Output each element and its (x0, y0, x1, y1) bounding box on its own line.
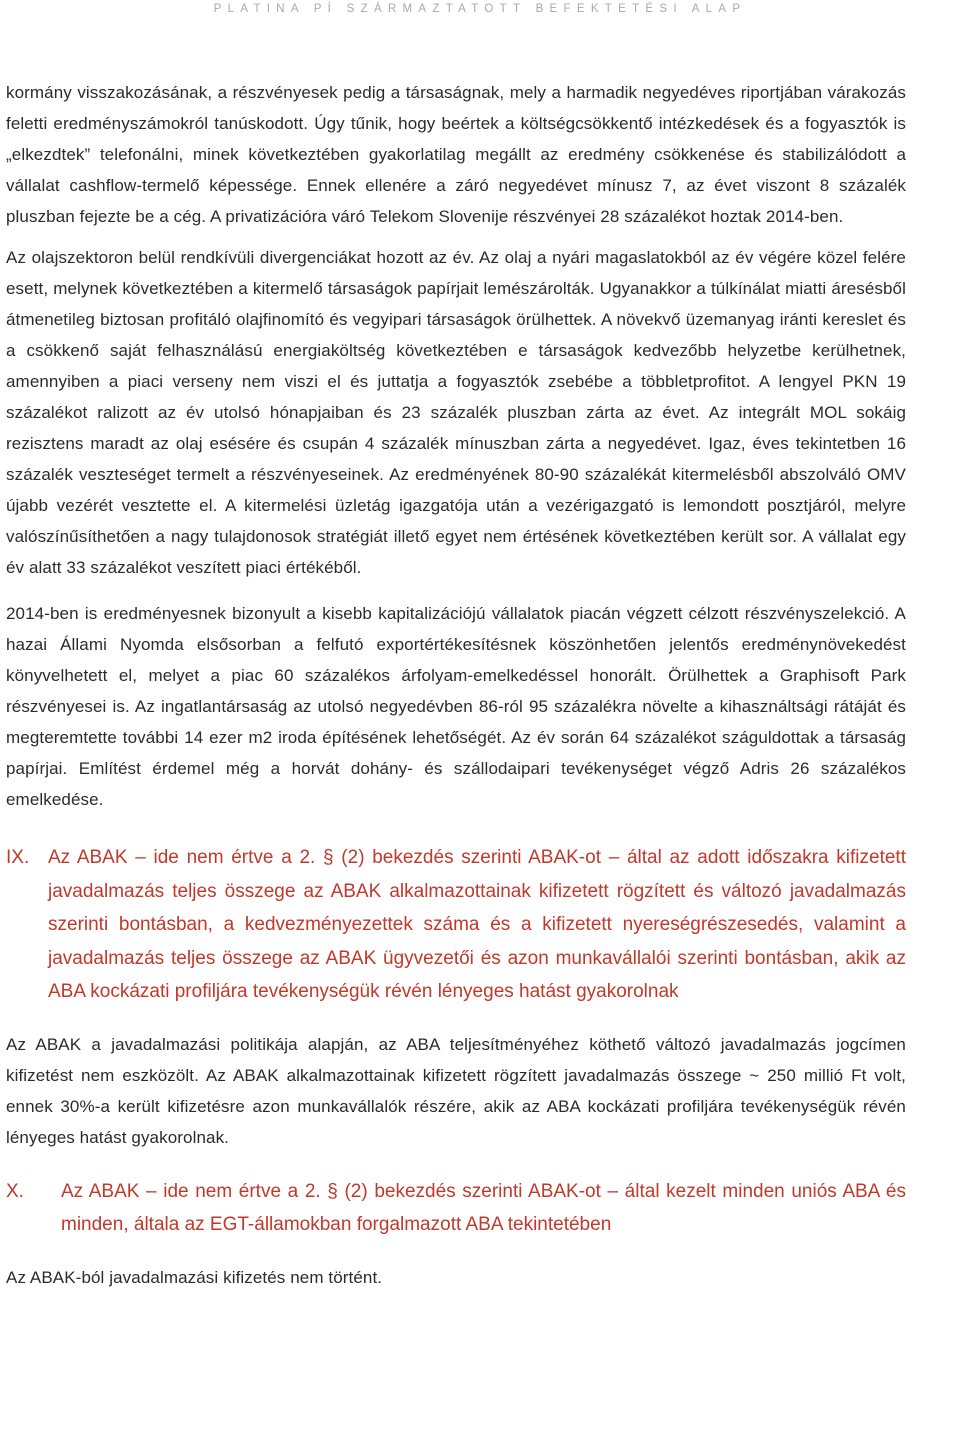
section-x-number: X. (6, 1180, 24, 1202)
section-ix-heading (6, 841, 906, 1009)
section-x (6, 1175, 906, 1293)
section-x-body: Az ABAK-ból javadalmazási kifizetés nem történt. (6, 1267, 383, 1287)
running-header: PLATINA PÍ SZÁRMAZTATOTT BEFEKTETÉSI ALAP (213, 3, 747, 15)
section-x-title: Az ABAK – ide nem értve a 2. § (2) bekezdés szerinti ABAK-ot – által kezelt minden uniós ABA és minden, általa az EGT-államokban forgalmazott ABA tekintetében (61, 1180, 906, 1235)
paragraph-small-caps: 2014-ben is eredményesnek bizonyult a kisebb kapitalizációjú vállalatok piacán végzett célzott részvényszelekció. A hazai Állami Nyomda elsősorban a felfutó exportértékesítésnek köszönhetően jelentős eredménynövekedést könyvelhetett el, melyet a piac 60 százalékos árfolyam-emelkedéssel honorált. Örülhettek a Graphisoft Park részvényesei is. Az ingatlantársaság az utolsó negyedévben 86-ról 95 százalékra növelte a kihasználtsági rátáját és megteremtette további 14 ezer m2 iroda építésének lehetőségét. Az év során 64 százalékot száguldottak a társaság papírjai. Említést érdemel még a horvát dohány- és szállodaipari tevékenységet végző Adris 26 százalékos emelkedése. (6, 604, 906, 809)
paragraph-telecom: kormány visszakozásának, a részvényesek pedig a társaságnak, mely a harmadik negyedéves riportjában várakozás feletti eredményszámokról tanúskodott. Úgy tűnik, hogy beértek a költségcsökkentő intézkedések és a fogyasztók is „elkezdtek” telefonálni, minek következtében gyakorlatilag megállt az eredmény csökkenése és stabilizálódott a vállalat cashflow-termelő képessége. Ennek ellenére a záró negyedévet mínusz 7, az évet viszont 8 százalék pluszban fejezte be a cég. A privatizációra váró Telekom Slovenije részvényei 28 százalékot hoztak 2014-ben. (6, 83, 906, 226)
section-ix (6, 841, 906, 1153)
section-ix-body: Az ABAK a javadalmazási politikája alapján, az ABA teljesítményéhez köthető változó javadalmazás jogcímen kifizetést nem eszközölt. Az ABAK alkalmazottainak kifizetett rögzített javadalmazás összege ~ 250 millió Ft volt, ennek 30%-a került kifizetésre azon munkavállalók részére, akik az ABA kockázati profiljára tevékenységük révén lényeges hatást gyakorolnak. (6, 1034, 906, 1147)
paragraph-oil-sector: Az olajszektoron belül rendkívüli divergenciákat hozott az év. Az olaj a nyári magaslatokból az év végére közel felére esett, melynek következtében a kitermelő társaságok papírjait lemészárolták. Ugyanakkor a túlkínálat miatti áresésből átmenetileg biztosan profitáló olajfinomító és vegyipari társaságok örülhettek. A növekvő üzemanyag iránti kereslet és a csökkenő saját felhasználású energiaköltség következtében e társaságok kedvezőbb helyzetbe kerülhetnek, amennyiben a piaci verseny nem viszi el és juttatja a fogyasztók zsebébe a többletprofitot. A lengyel PKN 19 százalékot ralizott az év utolsó hónapjaiban és 23 százalék pluszban zárta az évet. Az integrált MOL sokáig rezisztens maradt az olaj esésére és csupán 4 százalék mínuszban zárta a negyedévet. Igaz, éves tekintetben 16 százalék veszteséget termelt a részvényeseinek. Az eredményének 80-90 százalékát kitermelésből abszolváló OMV újabb vezérét vesztette el. A kitermelési üzletág igazgatója után a vezérigazgató is lemondott posztjáról, melyre valószínűsíthetően a nagy tulajdonosok stratégiát illető egyet nem értésének következtében került sor. A vállalat egy év alatt 33 százalékot veszített piaci értékéből. (6, 248, 906, 577)
document-body (6, 77, 906, 1293)
section-ix-title: Az ABAK – ide nem értve a 2. § (2) bekezdés szerinti ABAK-ot – által az adott időszakra kifizetett javadalmazás teljes összege az ABAK alkalmazottainak kifizetett rögzített és változó javadalmazás szerinti bontásban, a kedvezményezettek száma és a kifizetett nyereségrészesedés, valamint a javadalmazás teljes összege az ABAK ügyvezetői és azon munkavállalói szerinti bontásban, akik az ABA kockázati profiljára tevékenységük révén lényeges hatást gyakorolnak (48, 847, 906, 1002)
section-ix-number: IX. (6, 847, 30, 868)
section-x-heading (6, 1175, 906, 1242)
